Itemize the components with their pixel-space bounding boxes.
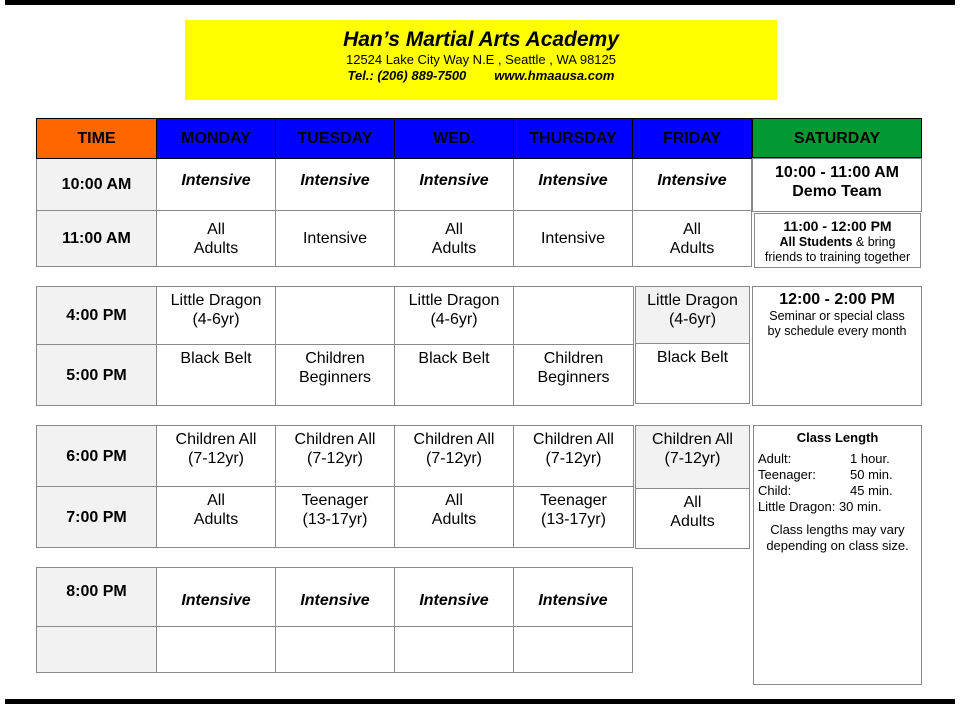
class-cell: All Adults bbox=[395, 211, 514, 267]
class-length-note: Class lengths may vary depending on class size. bbox=[766, 522, 909, 553]
class-cell: Intensive bbox=[157, 159, 276, 211]
class-cell: Little Dragon (4-6yr) bbox=[395, 287, 514, 345]
academy-banner bbox=[185, 20, 777, 100]
contact-line bbox=[185, 68, 777, 84]
class-cell: Intensive bbox=[514, 211, 633, 267]
header-wednesday: WED. bbox=[395, 119, 514, 159]
class-cell bbox=[514, 287, 634, 345]
class-cell: Intensive bbox=[395, 568, 514, 627]
class-cell: Intensive bbox=[276, 211, 395, 267]
class-cell: Intensive bbox=[157, 568, 276, 627]
saturday-slot-note: All Students & bring bbox=[779, 235, 896, 249]
class-cell: Black Belt bbox=[395, 345, 514, 406]
class-cell: Little Dragon (4-6yr) bbox=[636, 287, 750, 344]
class-cell: Intensive bbox=[514, 159, 633, 211]
class-cell: All Adults bbox=[157, 211, 276, 267]
saturday-slot-title: Demo Team bbox=[792, 183, 882, 200]
class-cell: All Adults bbox=[395, 487, 514, 548]
class-length-box bbox=[753, 425, 922, 685]
header-time: TIME bbox=[37, 119, 157, 159]
empty-cell bbox=[514, 627, 633, 673]
class-cell: Intensive bbox=[276, 568, 395, 627]
saturday-slot-time: 10:00 - 11:00 AM bbox=[775, 164, 899, 181]
class-cell: Children Beginners bbox=[514, 345, 634, 406]
empty-cell bbox=[276, 627, 395, 673]
academy-name: Han’s Martial Arts Academy bbox=[343, 28, 619, 51]
academy-address: 12524 Lake City Way N.E , Seattle , WA 98125 bbox=[345, 52, 616, 67]
time-slot: 11:00 AM bbox=[37, 211, 157, 267]
class-cell: Children All (7-12yr) bbox=[276, 426, 395, 487]
header-thursday: THURSDAY bbox=[514, 119, 633, 159]
class-cell: All Adults bbox=[633, 211, 752, 267]
class-cell: Black Belt bbox=[157, 345, 276, 406]
friday-afternoon bbox=[635, 286, 750, 404]
evening-schedule bbox=[36, 425, 634, 548]
website-link[interactable]: www.hmaausa.com bbox=[494, 68, 615, 83]
header-saturday bbox=[752, 118, 922, 158]
class-cell: Teenager (13-17yr) bbox=[276, 487, 395, 548]
empty-cell bbox=[395, 627, 514, 673]
time-slot: 7:00 PM bbox=[37, 487, 157, 548]
late-schedule bbox=[36, 567, 633, 673]
time-slot: 10:00 AM bbox=[37, 159, 157, 211]
header-friday: FRIDAY bbox=[633, 119, 752, 159]
empty-cell bbox=[157, 627, 276, 673]
time-slot: 8:00 PM bbox=[37, 568, 157, 627]
class-cell: Intensive bbox=[514, 568, 633, 627]
class-length-row: Child: 45 min. bbox=[758, 483, 893, 498]
class-length-row: Teenager: 50 min. bbox=[758, 467, 893, 482]
class-cell: Children Beginners bbox=[276, 345, 395, 406]
time-slot: 6:00 PM bbox=[37, 426, 157, 487]
empty-cell bbox=[37, 627, 157, 673]
class-cell: Intensive bbox=[276, 159, 395, 211]
afternoon-schedule bbox=[36, 286, 634, 406]
header-tuesday: TUESDAY bbox=[276, 119, 395, 159]
header-monday: MONDAY bbox=[157, 119, 276, 159]
class-length-title: Class Length bbox=[796, 430, 879, 445]
saturday-slot-note: Seminar or special class by schedule every month bbox=[767, 309, 907, 338]
class-cell: Teenager (13-17yr) bbox=[514, 487, 634, 548]
morning-schedule bbox=[36, 118, 752, 267]
class-cell: All Adults bbox=[157, 487, 276, 548]
class-cell: Children All (7-12yr) bbox=[157, 426, 276, 487]
class-length-row: Little Dragon: 30 min. bbox=[758, 499, 882, 514]
class-cell: Intensive bbox=[395, 159, 514, 211]
class-cell: Black Belt bbox=[636, 344, 750, 404]
saturday-demo-team bbox=[752, 158, 922, 212]
class-cell: Little Dragon (4-6yr) bbox=[157, 287, 276, 345]
time-slot: 5:00 PM bbox=[37, 345, 157, 406]
phone-number: Tel.: (206) 889-7500 bbox=[347, 68, 467, 83]
saturday-slot-note: friends to training together bbox=[764, 250, 911, 264]
saturday-slot-time: 12:00 - 2:00 PM bbox=[779, 291, 895, 308]
class-cell: Intensive bbox=[633, 159, 752, 211]
saturday-seminar bbox=[752, 286, 922, 406]
time-slot: 4:00 PM bbox=[37, 287, 157, 345]
saturday-slot-time: 11:00 - 12:00 PM bbox=[783, 218, 892, 234]
class-cell: Children All (7-12yr) bbox=[636, 426, 750, 489]
class-cell: Children All (7-12yr) bbox=[514, 426, 634, 487]
saturday-all-students bbox=[754, 213, 921, 268]
saturday-label: SATURDAY bbox=[793, 129, 881, 147]
class-cell bbox=[276, 287, 395, 345]
class-cell: Children All (7-12yr) bbox=[395, 426, 514, 487]
top-rule bbox=[5, 0, 955, 5]
friday-evening bbox=[635, 425, 750, 549]
bottom-rule bbox=[5, 699, 955, 704]
class-length-list bbox=[758, 451, 921, 515]
class-cell: All Adults bbox=[636, 489, 750, 549]
class-length-row: Adult: 1 hour. bbox=[758, 451, 890, 466]
